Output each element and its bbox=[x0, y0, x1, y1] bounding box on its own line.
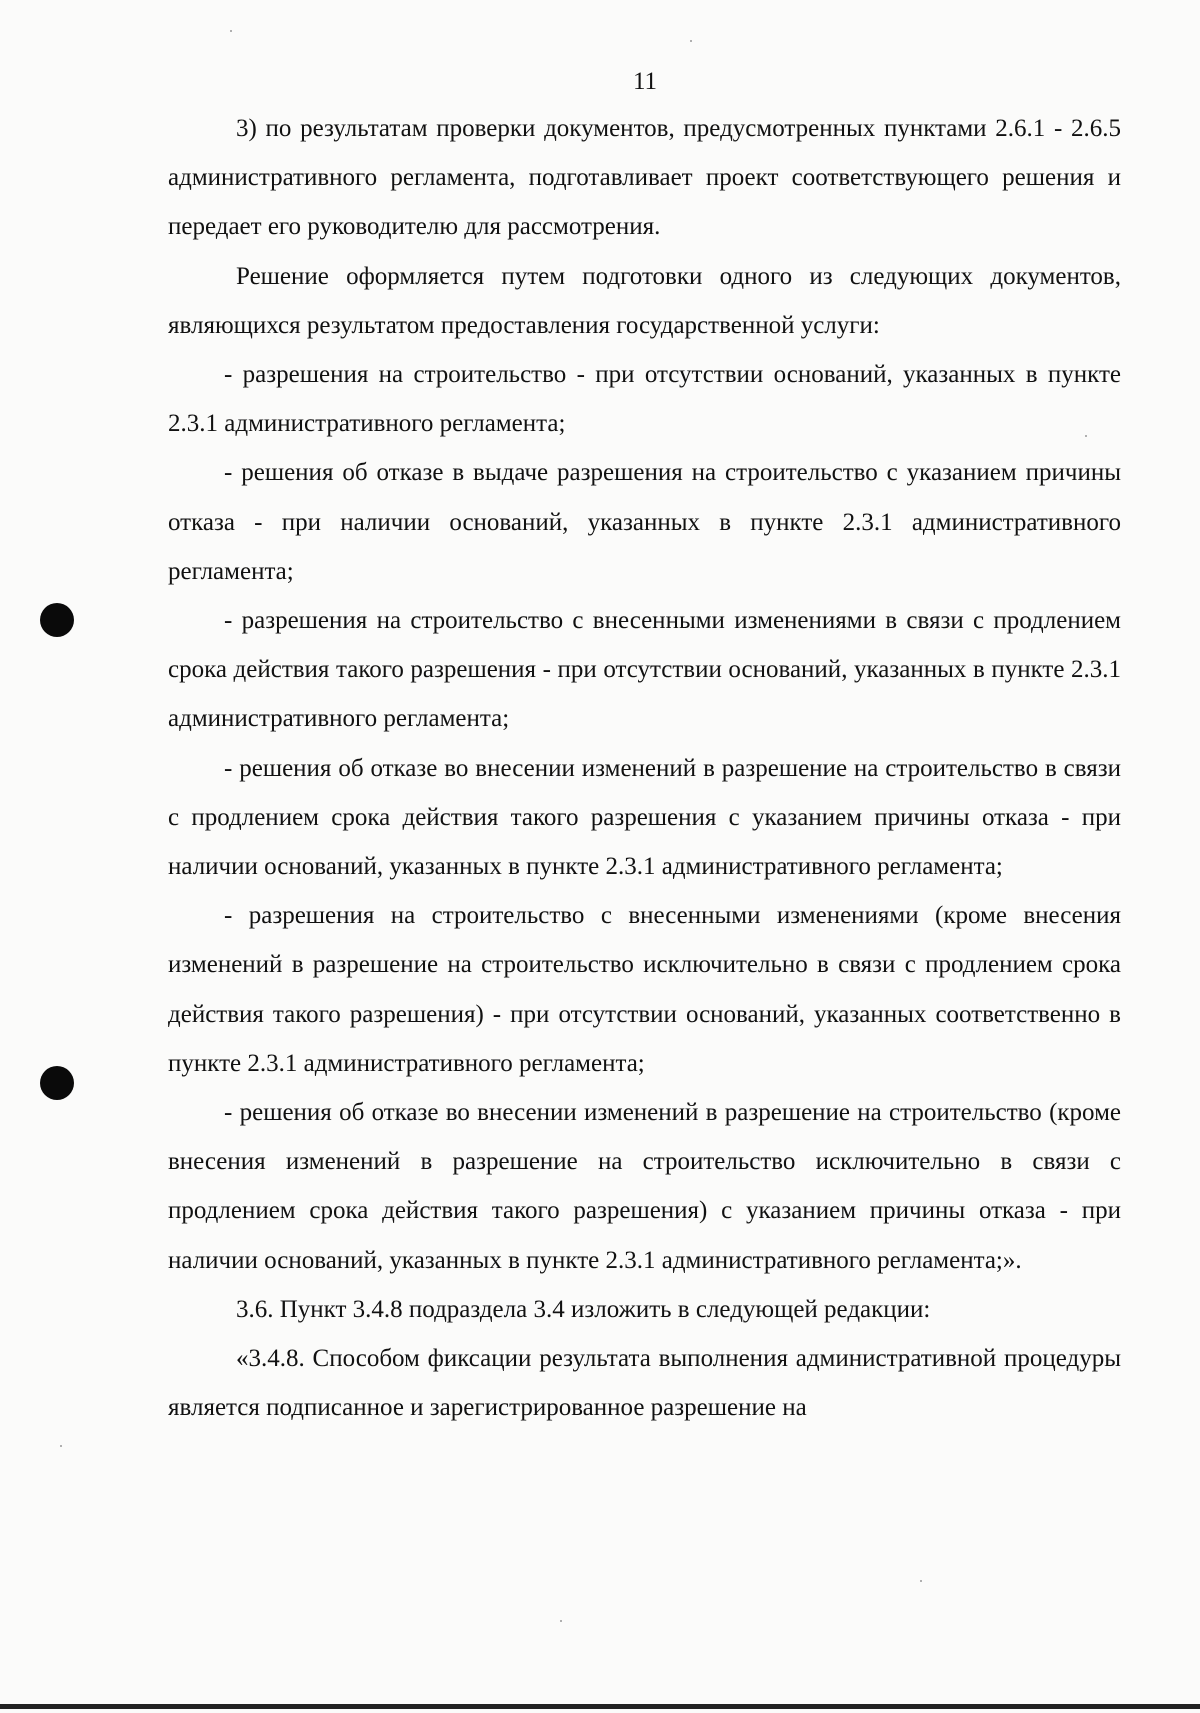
punch-hole bbox=[40, 1066, 74, 1100]
list-item: - разрешения на строительство с внесенными изменениями (кроме внесения изменений в разрешение на строительство исключительно в связи с продлением срока действия такого разрешения) - при отсутствии оснований, указанных соответственно в пункте 2.3.1 административного регламента; bbox=[168, 902, 1121, 1077]
paragraph-decision-forms: Решение оформляется путем подготовки одного из следующих документов, являющихся результатом предоставления государственной услуги: bbox=[168, 262, 1121, 339]
list-item: - решения об отказе во внесении изменений в разрешение на строительство в связи с продлением срока действия такого разрешения с указанием причины отказа - при наличии оснований, указанных в пункте 2.3.1 административного регламента; bbox=[168, 754, 1121, 881]
punch-hole bbox=[40, 603, 74, 637]
scan-speck bbox=[690, 40, 692, 42]
body-text bbox=[168, 104, 1121, 1432]
list-item: - разрешения на строительство с внесенными изменениями в связи с продлением срока действия такого разрешения - при отсутствии оснований, указанных в пункте 2.3.1 административного регламента; bbox=[168, 607, 1121, 733]
scan-speck bbox=[560, 1620, 562, 1622]
bottom-edge-line bbox=[0, 1704, 1200, 1709]
scan-speck bbox=[920, 1580, 922, 1582]
paragraph-decision-preparation: 3) по результатам проверки документов, предусмотренных пунктами 2.6.1 - 2.6.5 административного регламента, подготавливает проект соответствующего решения и передает его руководителю для рассмотрения. bbox=[168, 115, 1121, 241]
page-number: 11 bbox=[632, 68, 658, 95]
list-item: - решения об отказе в выдаче разрешения на строительство с указанием причины отказа - при наличии оснований, указанных в пункте 2.3.1 административного регламента; bbox=[168, 459, 1121, 585]
scan-speck bbox=[60, 1445, 62, 1447]
paragraph-new-wording: «3.4.8. Способом фиксации результата выполнения административной процедуры является подписанное и зарегистрированное разрешение на bbox=[168, 1345, 1121, 1422]
scan-speck bbox=[1085, 435, 1087, 437]
list-item: - решения об отказе во внесении изменений в разрешение на строительство (кроме внесения изменений в разрешение на строительство исключительно в связи с продлением срока действия такого разрешения) с указанием причины отказа - при наличии оснований, указанных в пункте 2.3.1 административного регламента;». bbox=[168, 1099, 1121, 1274]
scan-speck bbox=[230, 30, 232, 32]
list-item: - разрешения на строительство - при отсутствии оснований, указанных в пункте 2.3.1 административного регламента; bbox=[168, 361, 1121, 438]
paragraph-amendment: 3.6. Пункт 3.4.8 подраздела 3.4 изложить в следующей редакции: bbox=[236, 1295, 931, 1323]
